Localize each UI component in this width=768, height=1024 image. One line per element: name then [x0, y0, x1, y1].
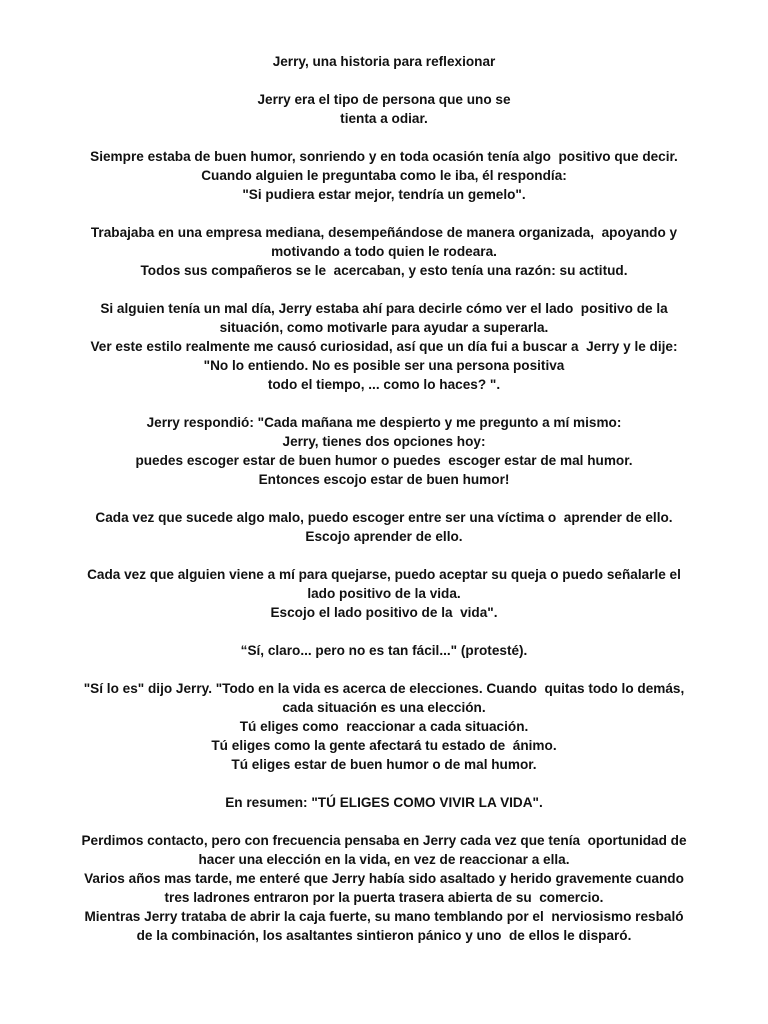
paragraph-gap	[40, 280, 728, 299]
text-line: Escojo el lado positivo de la vida".	[270, 605, 498, 620]
text-line: situación, como motivarle para ayudar a superarla.	[219, 320, 549, 335]
paragraph	[40, 641, 728, 660]
text-line: Perdimos contacto, pero con frecuencia pensaba en Jerry cada vez que tenía oportunidad de	[81, 833, 687, 848]
text-line: Jerry, tienes dos opciones hoy:	[282, 434, 486, 449]
paragraph	[40, 223, 728, 280]
paragraph	[40, 508, 728, 546]
text-line: Escojo aprender de ello.	[305, 529, 463, 544]
text-line: Cada vez que alguien viene a mí para quejarse, puedo aceptar su queja o puedo señalarle el	[87, 567, 681, 582]
text-line: Varios años mas tarde, me enteré que Jerry había sido asaltado y herido gravemente cuando	[84, 871, 684, 886]
text-line: “Sí, claro... pero no es tan fácil..." (protesté).	[240, 643, 528, 658]
text-line: Tú eliges estar de buen humor o de mal humor.	[231, 757, 537, 772]
paragraph-gap	[40, 204, 728, 223]
paragraph-gap	[40, 489, 728, 508]
text-line: Todos sus compañeros se le acercaban, y esto tenía una razón: su actitud.	[140, 263, 628, 278]
text-line: hacer una elección en la vida, en vez de reaccionar a ella.	[198, 852, 570, 867]
text-line: puedes escoger estar de buen humor o puedes escoger estar de mal humor.	[135, 453, 633, 468]
paragraph	[40, 90, 728, 128]
text-line: Cuando alguien le preguntaba como le iba, él respondía:	[201, 168, 567, 183]
text-line: "Sí lo es" dijo Jerry. "Todo en la vida es acerca de elecciones. Cuando quitas todo lo demás,	[83, 681, 685, 696]
paragraph-gap	[40, 774, 728, 793]
paragraph	[40, 793, 728, 812]
text-line: tienta a odiar.	[340, 111, 428, 126]
text-line: Mientras Jerry trataba de abrir la caja fuerte, su mano temblando por el nerviosismo resbaló	[84, 909, 684, 924]
text-line: "No lo entiendo. No es posible ser una persona positiva	[203, 358, 565, 373]
paragraph-gap	[40, 812, 728, 831]
paragraph	[40, 147, 728, 204]
text-line: tres ladrones entraron por la puerta trasera abierta de su comercio.	[164, 890, 604, 905]
text-line: "Si pudiera estar mejor, tendría un gemelo".	[242, 187, 526, 202]
text-line: todo el tiempo, ... como lo haces? ".	[267, 377, 501, 392]
text-line: Jerry era el tipo de persona que uno se	[257, 92, 511, 107]
text-line: Jerry respondió: "Cada mañana me despierto y me pregunto a mí mismo:	[146, 415, 622, 430]
text-line: cada situación es una elección.	[282, 700, 486, 715]
text-line: Cada vez que sucede algo malo, puedo escoger entre ser una víctima o aprender de ello.	[95, 510, 673, 525]
paragraph-gap	[40, 660, 728, 679]
document-title: Jerry, una historia para reflexionar	[272, 54, 496, 69]
paragraph-gap	[40, 128, 728, 147]
text-line: de la combinación, los asaltantes sintieron pánico y uno de ellos le disparó.	[136, 928, 632, 943]
paragraph-gap	[40, 622, 728, 641]
text-line: lado positivo de la vida.	[307, 586, 461, 601]
text-line: En resumen: "TÚ ELIGES COMO VIVIR LA VIDA".	[225, 795, 543, 810]
text-line: Tú eliges como la gente afectará tu estado de ánimo.	[211, 738, 557, 753]
paragraph-gap	[40, 546, 728, 565]
text-line: motivando a todo quien le rodeara.	[271, 244, 497, 259]
paragraph	[40, 831, 728, 945]
document-body	[40, 52, 728, 945]
text-line: Tú eliges como reaccionar a cada situación.	[239, 719, 529, 734]
text-line: Entonces escojo estar de buen humor!	[258, 472, 510, 487]
paragraph-gap	[40, 71, 728, 90]
paragraph	[40, 413, 728, 489]
paragraph-gap	[40, 394, 728, 413]
text-line: Siempre estaba de buen humor, sonriendo y en toda ocasión tenía algo positivo que decir.	[90, 149, 678, 164]
text-line: Ver este estilo realmente me causó curiosidad, así que un día fui a buscar a Jerry y le dije:	[90, 339, 678, 354]
paragraph	[40, 679, 728, 774]
paragraph	[40, 565, 728, 622]
paragraph	[40, 299, 728, 394]
text-line: Trabajaba en una empresa mediana, desempeñándose de manera organizada, apoyando y	[90, 225, 678, 240]
text-line: Si alguien tenía un mal día, Jerry estaba ahí para decirle cómo ver el lado positivo de la	[100, 301, 668, 316]
